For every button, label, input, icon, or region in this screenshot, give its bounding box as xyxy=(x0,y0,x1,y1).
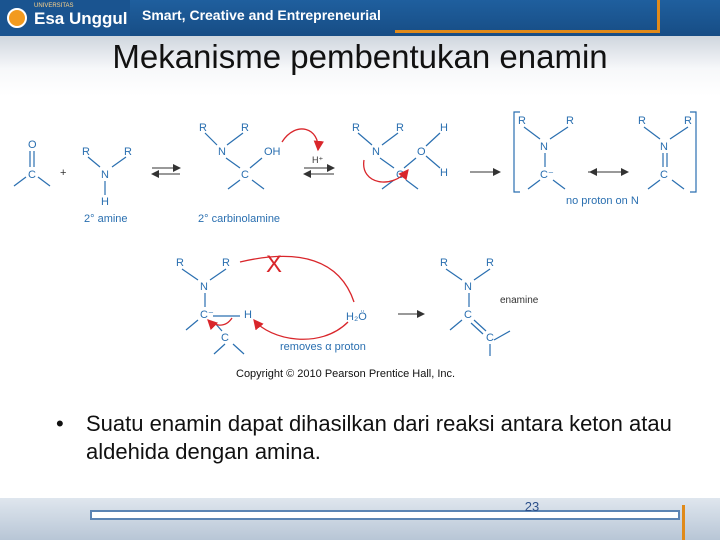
atom-n: N xyxy=(218,146,226,158)
atom-c: C xyxy=(241,169,249,181)
atom-n: N xyxy=(660,141,668,153)
atom-c-minus: C⁻ xyxy=(540,169,554,181)
atom-r: R xyxy=(124,146,132,158)
atom-oh: OH xyxy=(264,146,281,158)
label-enamine: enamine xyxy=(500,295,539,306)
atom-o: O xyxy=(417,146,426,158)
logo-emblem-icon xyxy=(7,8,27,28)
figure-copyright: Copyright © 2010 Pearson Prentice Hall, Inc. xyxy=(236,368,456,380)
atom-r: R xyxy=(684,115,692,127)
bullet-icon: • xyxy=(56,411,64,436)
label-h-plus: H⁺ xyxy=(312,155,324,165)
atom-c: C xyxy=(396,169,404,181)
footer-bar xyxy=(90,510,680,520)
slide-title: Mekanisme pembentukan enamin xyxy=(112,38,608,75)
atom-r: R xyxy=(241,122,249,134)
logo-text: Esa Unggul xyxy=(34,9,128,28)
atom-n: N xyxy=(372,146,380,158)
atom-h: H xyxy=(440,167,448,179)
atom-h: H xyxy=(101,196,109,208)
atom-c: C xyxy=(28,169,36,181)
atom-r: R xyxy=(199,122,207,134)
header-decoration xyxy=(395,0,660,33)
atom-n: N xyxy=(540,141,548,153)
atom-r: R xyxy=(566,115,574,127)
atom-h: H xyxy=(440,122,448,134)
atom-o: O xyxy=(28,139,37,151)
atom-r: R xyxy=(440,257,448,269)
enamine-mechanism-diagram xyxy=(0,100,720,385)
atom-r: R xyxy=(352,122,360,134)
tagline: Smart, Creative and Entrepreneurial xyxy=(142,7,381,23)
atom-n: N xyxy=(464,281,472,293)
atom-r: R xyxy=(518,115,526,127)
atom-r: R xyxy=(82,146,90,158)
footer-accent xyxy=(682,505,685,540)
bullet-text: Suatu enamin dapat dihasilkan dari reaksi antara keton atau aldehida dengan amina. xyxy=(86,411,672,464)
atom-water: H₂Ö xyxy=(346,311,367,323)
atom-r: R xyxy=(222,257,230,269)
header-bar xyxy=(0,0,720,36)
label-no-proton: no proton on N xyxy=(566,195,639,207)
atom-c: C xyxy=(221,332,229,344)
atom-n: N xyxy=(200,281,208,293)
atom-r: R xyxy=(396,122,404,134)
atom-c: C xyxy=(660,169,668,181)
atom-c: C xyxy=(486,332,494,344)
atom-n: N xyxy=(101,169,109,181)
atom-r: R xyxy=(176,257,184,269)
university-logo xyxy=(0,0,130,36)
label-carbinolamine: 2° carbinolamine xyxy=(198,213,281,225)
atom-c: C xyxy=(464,309,472,321)
label-secondary-amine: 2° amine xyxy=(84,213,128,225)
cross-mark-icon: X xyxy=(266,251,283,278)
page-number: 23 xyxy=(524,499,540,514)
atom-h: H xyxy=(244,309,252,321)
logo-caption: UNIVERSITAS xyxy=(34,3,74,9)
atom-r: R xyxy=(638,115,646,127)
label-removes-proton: removes α proton xyxy=(280,341,366,353)
atom-c-minus: C⁻ xyxy=(200,309,214,321)
plus-sign: + xyxy=(60,167,67,179)
atom-r: R xyxy=(486,257,494,269)
